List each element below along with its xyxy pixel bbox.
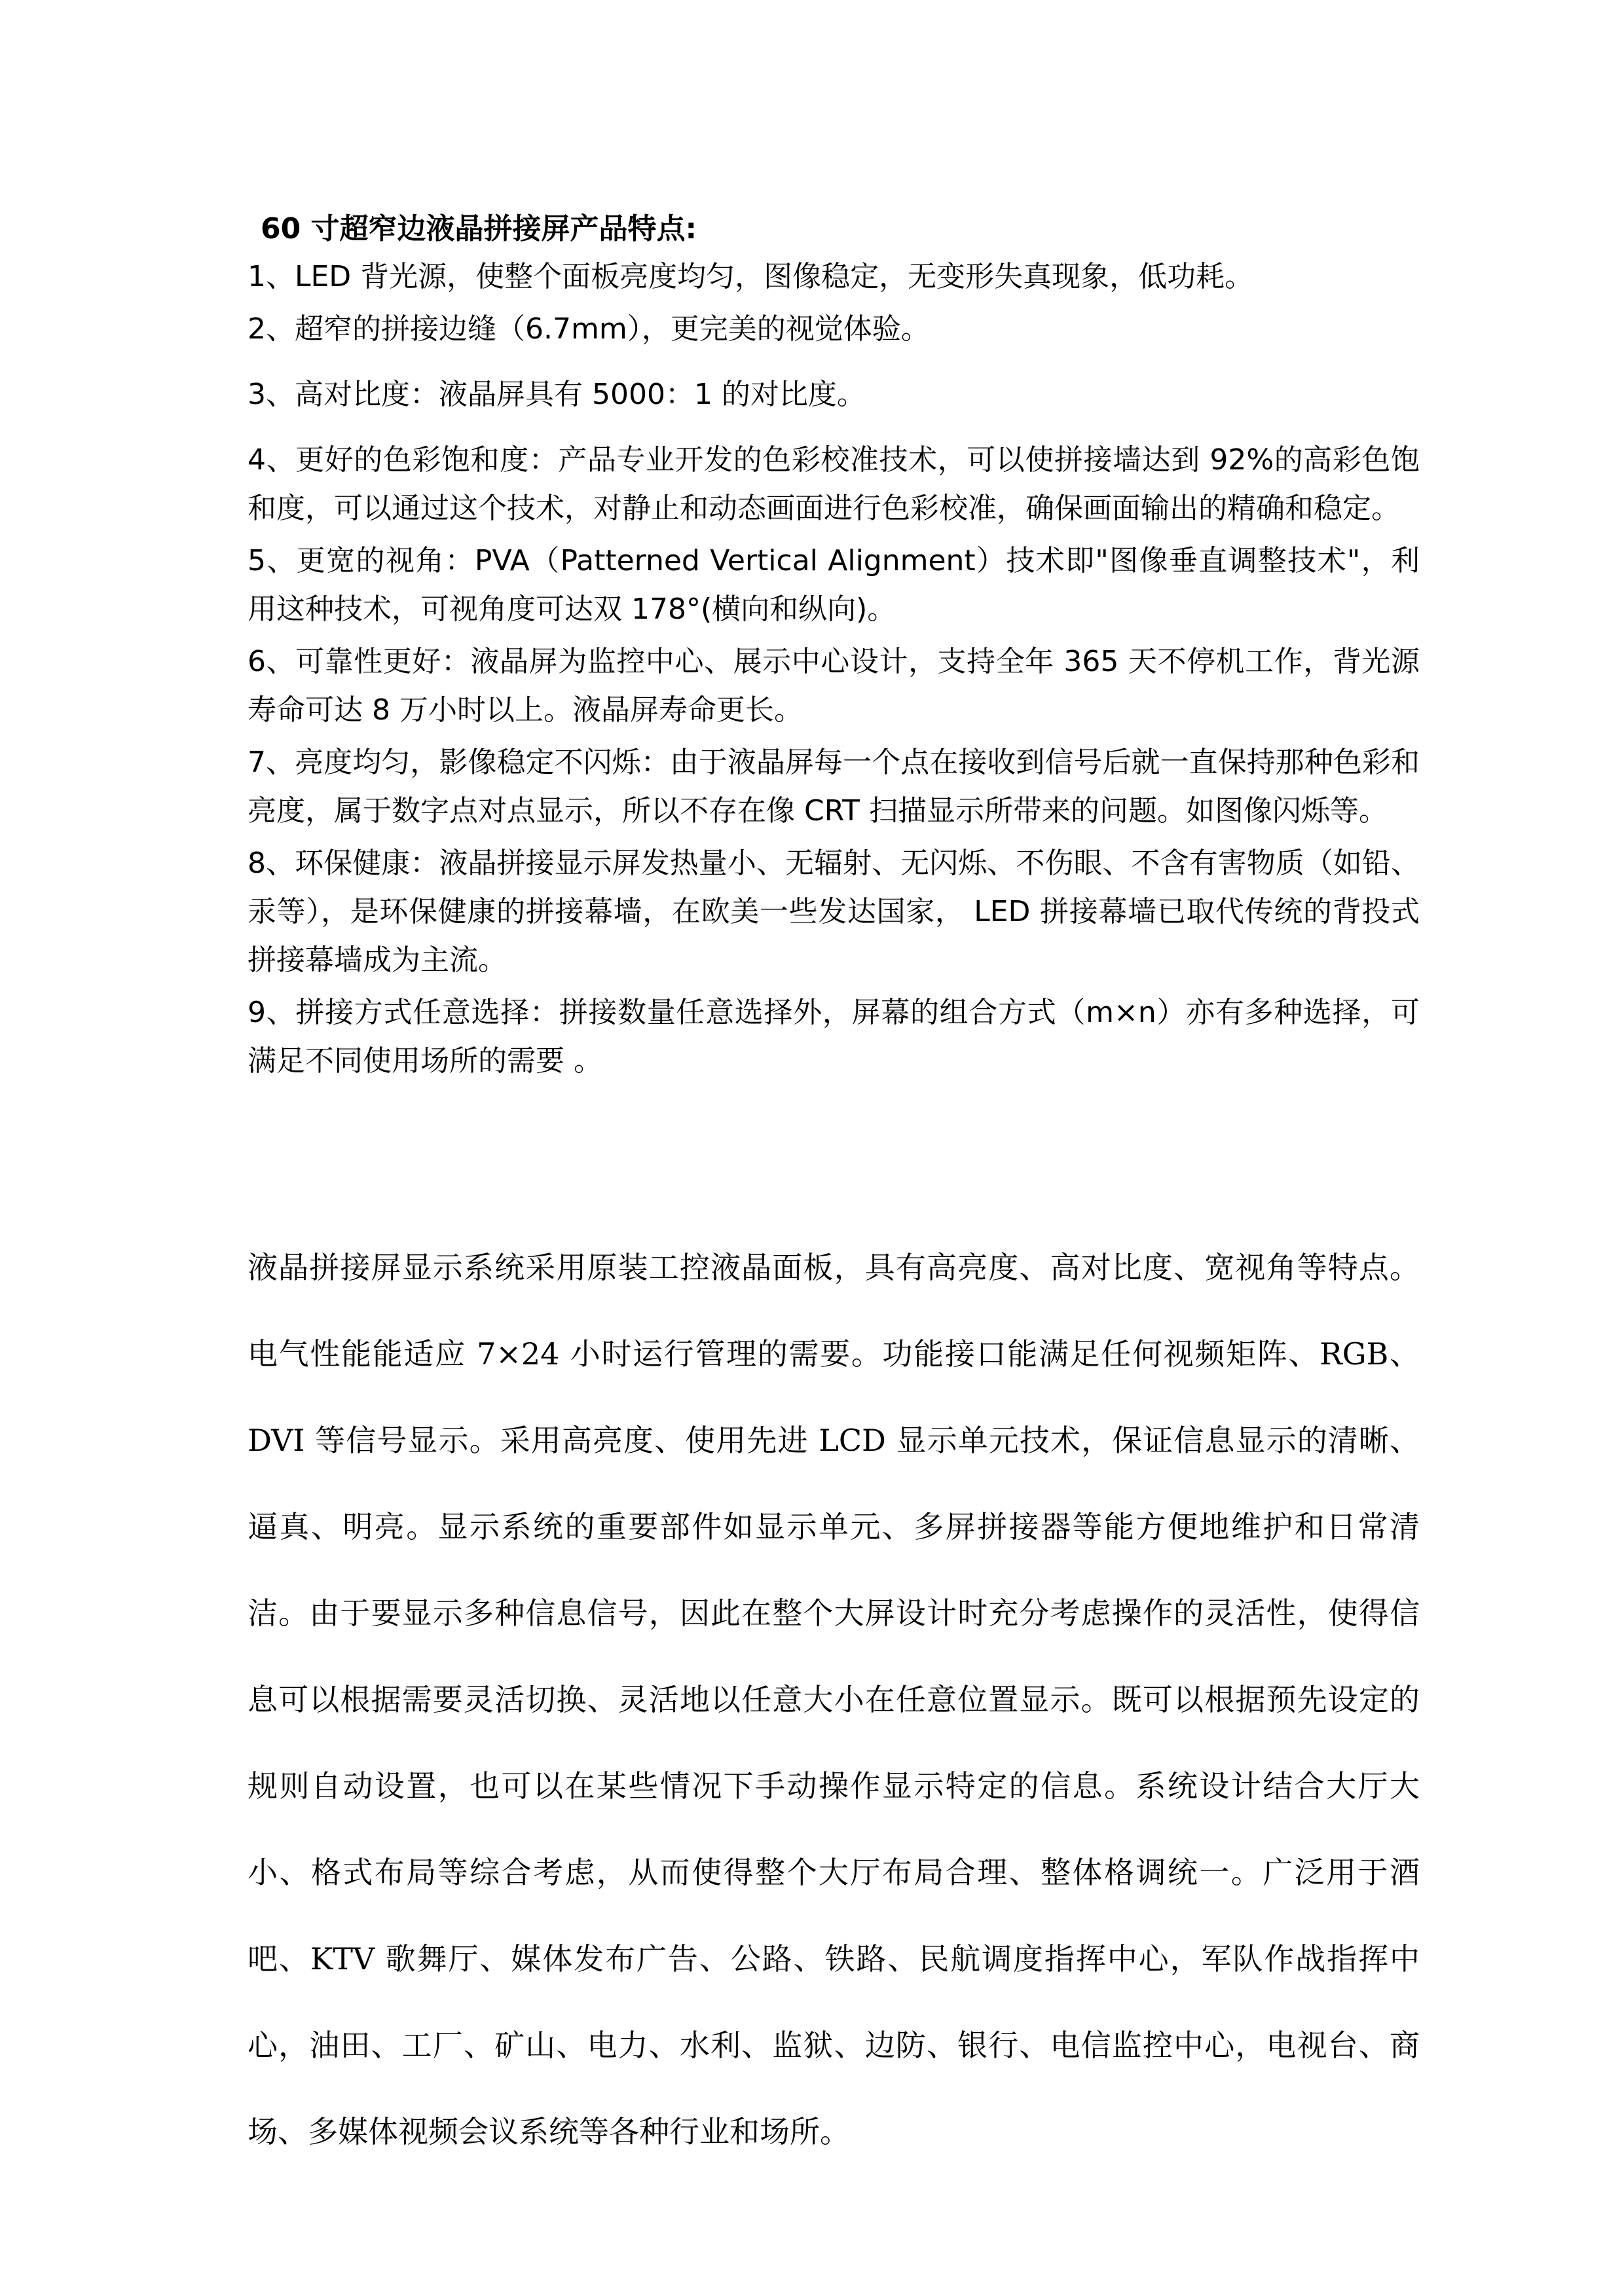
feature-item: 7、亮度均匀，影像稳定不闪烁：由于液晶屏每一个点在接收到信号后就一直保持那种色彩和亮度，属于数字点对点显示，所以不存在像 CRT 扫描显示所带来的问题。如图像闪烁等。 (248, 746, 1420, 828)
description-paragraph: 液晶拼接屏显示系统采用原装工控液晶面板，具有高亮度、高对比度、宽视角等特点。电气性能能适应 7×24 小时运行管理的需要。功能接口能满足任何视频矩阵、RGB、DVI 等信号显示。采用高亮度、使用先进 LCD 显示单元技术，保证信息显示的清晰、逼真、明亮。显示系统的重要部件如显示单元、多屏拼接器等能方便地维护和日常清洁。由于要显示多种信息信号，因此在整个大屏设计时充分考虑操作的灵活性，使得信息可以根据需要灵活切换、灵活地以任意大小在任意位置显示。既可以根据预先设定的规则自动设置，也可以在某些情况下手动操作显示特定的信息。系统设计结合大厅大小、格式布局等综合考虑，从而使得整个大厅布局合理、整体格调统一。广泛用于酒吧、KTV 歌舞厅、媒体发布广告、公路、铁路、民航调度指挥中心，军队作战指挥中心，油田、工厂、矿山、电力、水利、监狱、边防、银行、电信监控中心，电视台、商场、多媒体视频会议系统等各种行业和场所。 (248, 1250, 1420, 2149)
feature-item: 1、LED 背光源，使整个面板亮度均匀，图像稳定，无变形失真现象，低功耗。 (248, 260, 1254, 293)
feature-item: 5、更宽的视角：PVA（Patterned Vertical Alignment）技术即"图像垂直调整技术"，利用这种技术，可视角度可达双 178°(横向和纵向)。 (248, 544, 1420, 626)
feature-item: 6、可靠性更好：液晶屏为监控中心、展示中心设计，支持全年 365 天不停机工作，背光源寿命可达 8 万小时以上。液晶屏寿命更长。 (248, 645, 1420, 727)
feature-item: 8、环保健康：液晶拼接显示屏发热量小、无辐射、无闪烁、不伤眼、不含有害物质（如铅、汞等），是环保健康的拼接幕墙，在欧美一些发达国家， LED 拼接幕墙已取代传统的背投式拼接幕墙成为主流。 (248, 847, 1420, 977)
feature-list (248, 253, 1420, 1089)
feature-item: 2、超窄的拼接边缝（6.7mm），更完美的视觉体验。 (248, 312, 930, 346)
feature-item: 4、更好的色彩饱和度：产品专业开发的色彩校准技术，可以使拼接墙达到 92%的高彩色饱和度，可以通过这个技术，对静止和动态画面进行色彩校准，确保画面输出的精确和稳定。 (248, 443, 1420, 525)
feature-item: 3、高对比度：液晶屏具有 5000：1 的对比度。 (248, 378, 866, 411)
feature-item: 9、拼接方式任意选择：拼接数量任意选择外，屏幕的组合方式（m×n）亦有多种选择，可满足不同使用场所的需要 。 (248, 996, 1420, 1078)
document-title: 60 寸超窄边液晶拼接屏产品特点: (261, 212, 697, 246)
